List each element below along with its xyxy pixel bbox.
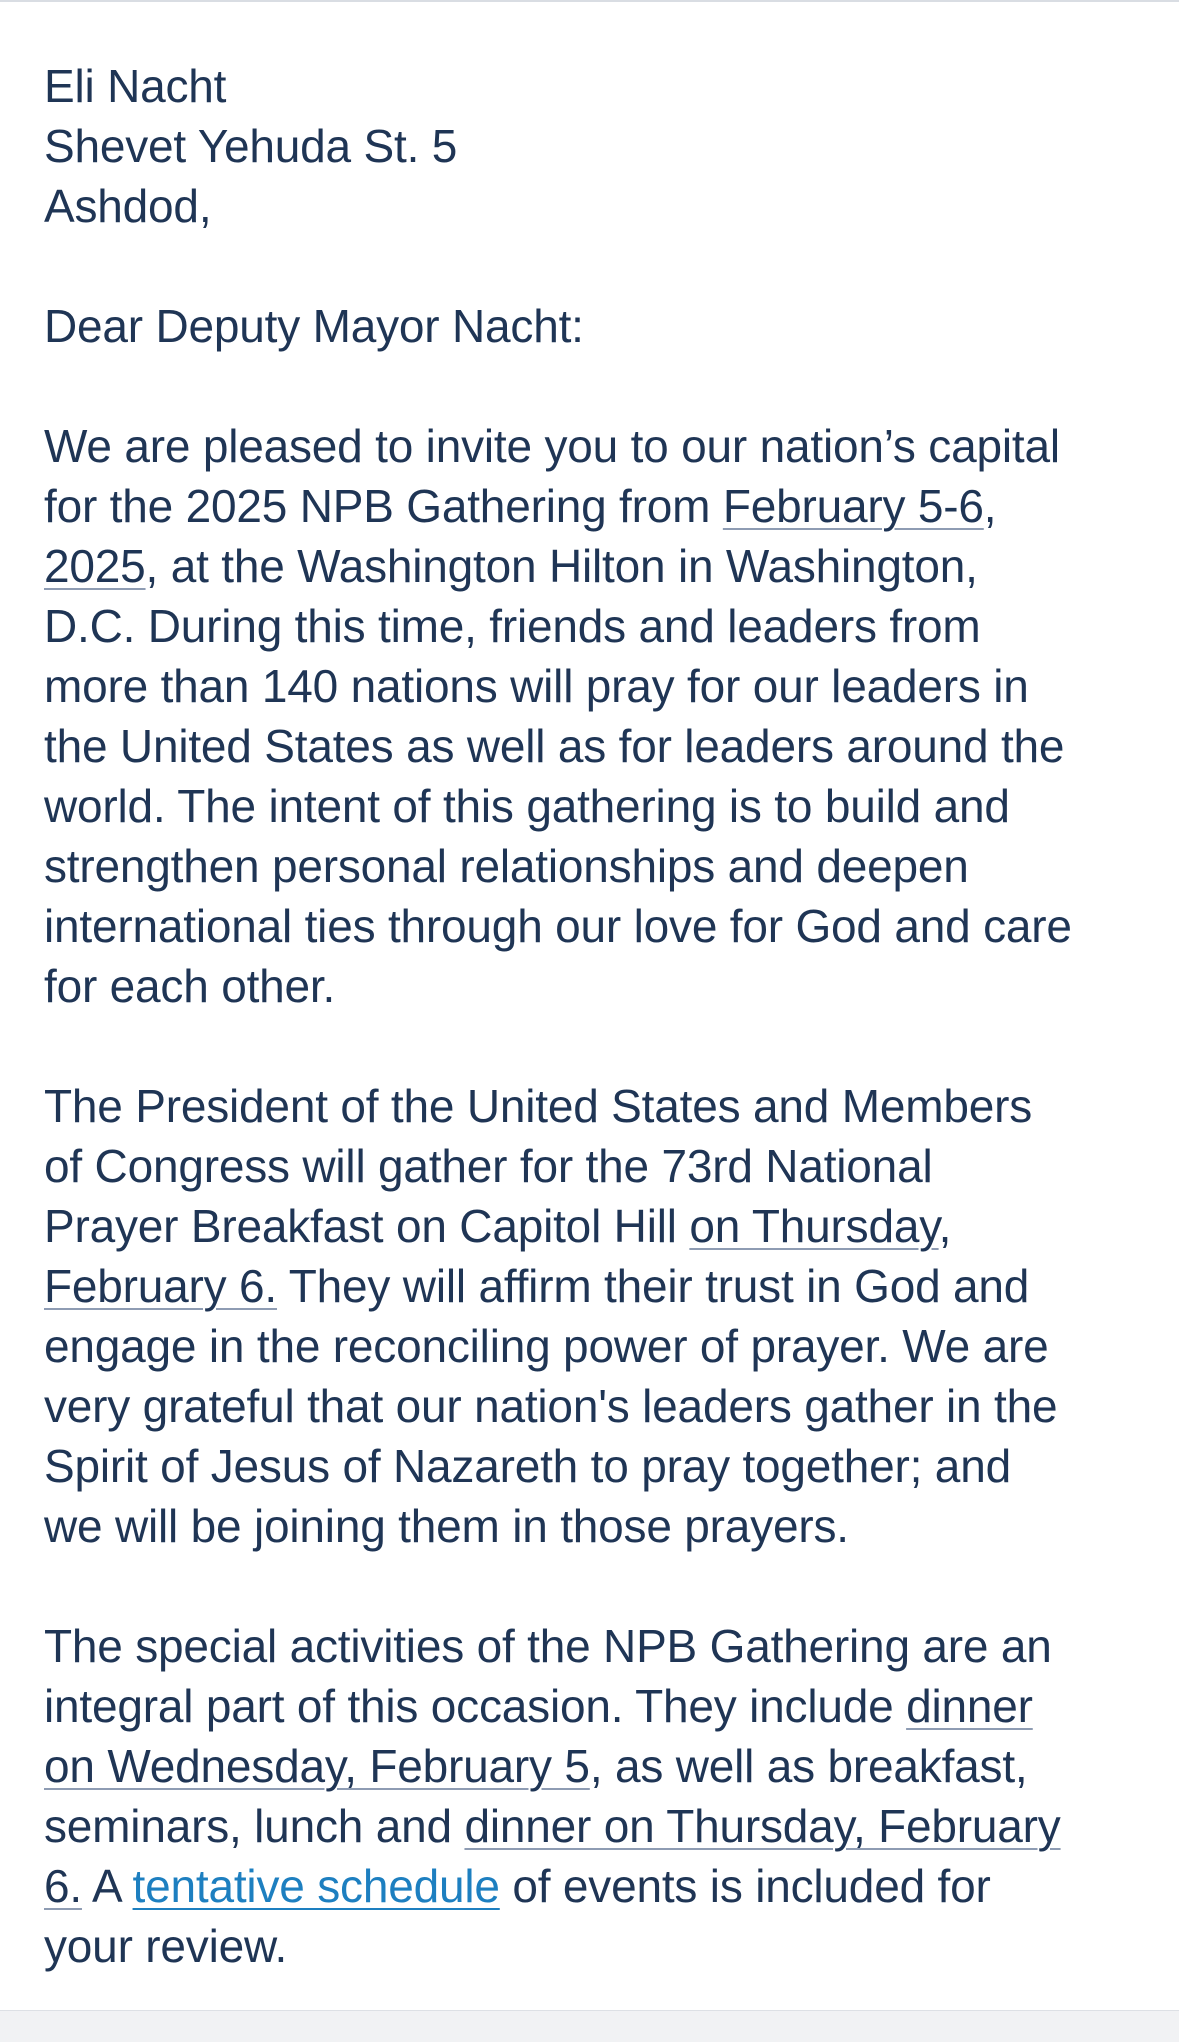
text-fragment: , <box>938 1200 952 1252</box>
paragraph-2-line: very grateful that our nation's leaders gather in the <box>44 1380 1058 1432</box>
text-fragment: of events is included for <box>499 1860 991 1912</box>
paragraph-1-line: the United States as well as for leaders around the <box>44 720 1065 772</box>
paragraph-2-line: we will be joining them in those prayers. <box>44 1500 849 1552</box>
spacer <box>44 356 1154 416</box>
text-fragment: , <box>983 480 997 532</box>
paragraph-3-line <box>44 1736 1154 1796</box>
paragraph-3-line <box>44 1676 1154 1736</box>
text-fragment: for the 2025 NPB Gathering from <box>44 480 723 532</box>
text-fragment: , at the Washington Hilton in Washington, <box>145 540 978 592</box>
spacer <box>44 1556 1154 1616</box>
paragraph-2-line <box>44 1196 1154 1256</box>
paragraph-3-line <box>44 1796 1154 1856</box>
text-fragment: A <box>81 1860 133 1912</box>
date-link-on-thursday[interactable]: on Thursday <box>689 1200 939 1252</box>
paragraph-1-line <box>44 476 1154 536</box>
text-fragment: Prayer Breakfast on Capitol Hill <box>44 1200 690 1252</box>
paragraph-1-line: for each other. <box>44 960 336 1012</box>
date-link-dinner-wednesday[interactable]: on Wednesday, February 5 <box>44 1740 590 1792</box>
recipient-name: Eli Nacht <box>44 60 227 112</box>
paragraph-1-line <box>44 536 1154 596</box>
text-fragment: integral part of this occasion. They include <box>44 1680 907 1732</box>
paragraph-2-line: The President of the United States and Members <box>44 1080 1032 1132</box>
text-fragment: , as well as breakfast, <box>589 1740 1028 1792</box>
paragraph-1-line: strengthen personal relationships and deepen <box>44 840 969 892</box>
bottom-toolbar-edge <box>0 2010 1179 2042</box>
spacer <box>44 236 1154 296</box>
recipient-city: Ashdod, <box>44 180 212 232</box>
date-link-2025[interactable]: 2025 <box>44 540 146 592</box>
paragraph-2-line: engage in the reconciling power of prayer. We are <box>44 1320 1049 1372</box>
spacer <box>44 1016 1154 1076</box>
paragraph-1-line: D.C. During this time, friends and leaders from <box>44 600 981 652</box>
date-link-dinner-thursday[interactable]: 6. <box>44 1860 82 1912</box>
salutation: Dear Deputy Mayor Nacht: <box>44 300 584 352</box>
email-body <box>44 56 1154 1976</box>
date-link-february-6[interactable]: February 6. <box>44 1260 278 1312</box>
paragraph-1-line: more than 140 nations will pray for our leaders in <box>44 660 1029 712</box>
date-link-dinner-wednesday[interactable]: dinner <box>906 1680 1033 1732</box>
paragraph-3-line: The special activities of the NPB Gathering are an <box>44 1620 1052 1672</box>
text-fragment: They will affirm their trust in God and <box>277 1260 1030 1312</box>
date-link-february-5-6[interactable]: February 5-6 <box>722 480 984 532</box>
paragraph-2-line: of Congress will gather for the 73rd National <box>44 1140 933 1192</box>
paragraph-3-line <box>44 1856 1154 1916</box>
paragraph-3-line: your review. <box>44 1920 288 1972</box>
paragraph-2-line: Spirit of Jesus of Nazareth to pray together; and <box>44 1440 1011 1492</box>
paragraph-2-line <box>44 1256 1154 1316</box>
recipient-street: Shevet Yehuda St. 5 <box>44 120 458 172</box>
text-fragment: seminars, lunch and <box>44 1800 465 1852</box>
top-divider <box>0 0 1179 2</box>
paragraph-1-line: world. The intent of this gathering is to build and <box>44 780 1010 832</box>
paragraph-1-line: We are pleased to invite you to our nation’s capital <box>44 420 1060 472</box>
date-link-dinner-thursday[interactable]: dinner on Thursday, February <box>464 1800 1061 1852</box>
paragraph-1-line: international ties through our love for God and care <box>44 900 1072 952</box>
tentative-schedule-link[interactable]: tentative schedule <box>132 1860 500 1912</box>
